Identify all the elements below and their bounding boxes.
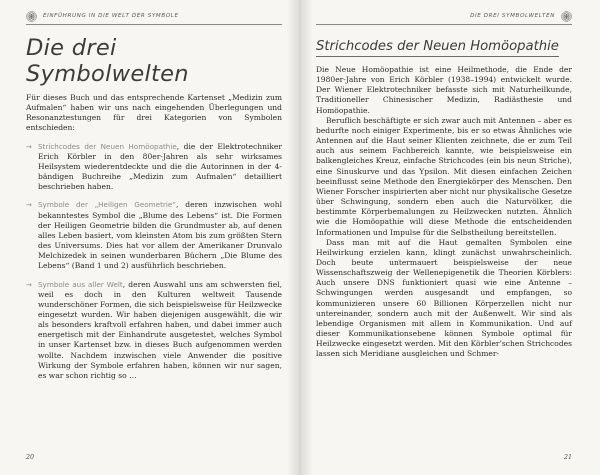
list-item-highlight: Symbole der „Heiligen Geometrie“ xyxy=(38,200,177,210)
running-head-left xyxy=(26,10,282,22)
running-head-right xyxy=(316,10,572,22)
list-item xyxy=(26,200,282,271)
arrow-right-icon: → xyxy=(26,142,32,151)
list-item-text: , die der Elektrotechniker Erich Körbler in den 80er-Jahren als sehr wirksames Heilsystem wiederentdeckte und die die Autorinnen in der 4-bändigen Buchreihe „Medizin zum Aufmalen“ detailliert beschrieben haben. xyxy=(38,141,282,192)
arrow-right-icon: → xyxy=(26,280,32,289)
running-head-right-text: DIE DREI SYMBOLWELTEN xyxy=(470,13,555,19)
arrow-right-icon: → xyxy=(26,201,32,210)
header-rule-left xyxy=(26,24,282,25)
book-gutter xyxy=(287,0,313,475)
page-title: Die drei Symbolwelten xyxy=(26,35,189,87)
right-page xyxy=(300,0,600,475)
page-number-left: 20 xyxy=(26,454,35,461)
intro-paragraph: Für dieses Buch und das entsprechende Kartenset „Medizin zum Aufmalen“ haben wir uns nach eingehenden Überlegungen und Resonanztestungen für drei Kategorien von Symbolen entschieden: xyxy=(26,93,282,133)
header-rule-right xyxy=(316,24,572,25)
list-item-text: , deren Auswahl uns am schwersten fiel, weil es doch in den Kulturen weltweit Tausende wunderschöner Formen, die sich beispielsweise für Heilzwecke eingesetzt wurden. Wir haben diejenigen ausgewählt, die wir als besonders kraftvoll erfahren haben, und dabei immer auch energetisch mit der Einhandrute ausgetestet, welches Symbol in unser Kartenset bzw. in dieses Buch aufgenommen werden wollte. Nachdem inzwischen viele Anwender die positive Wirkung der Symbole erfahren haben, können wir nur sagen, es war schon richtig so … xyxy=(38,279,283,380)
list-item-highlight: Symbole aus aller Welt xyxy=(38,279,123,289)
body-paragraph: Beruflich beschäftigte er sich zwar auch mit Antennen – aber es bedurfte noch einiger Experimente, bis er so etwas Ähnliches wie Antennen auf die Haut seiner Klienten zeichnete, die er zum Teil auch aus seinem Fachbereich kannte, wie beispielsweise ein balkengleiches Kreuz, einfache Strichcodes (ein bis neun Striche), eine Sinuskurve und das Ypsilon. Mit diesen einfachen Zeichen beeinflusst seine Methode den Energiekörper des Menschen. Den Wiener Forscher inspirierten aber nicht nur physikalische Gesetze über Schwingung, sondern eben auch die Naturvölker, die bestimmte Körperbemalungen zu Heilzwecken nutzten. Ähnlich wie die Homöopathie will diese Methode die entscheidenden Informationen und Impulse für die Selbstheilung bereitstellen. xyxy=(316,115,572,237)
flower-of-life-icon xyxy=(26,11,37,22)
body-paragraph: Die Neue Homöopathie ist eine Heilmethode, die Ende der 1980er-Jahre von Erich Körbler (1938–1994) entwickelt wurde. Der Wiener Elektrotechniker befasste sich mit Naturheilkunde, Traditioneller Chinesischer Medizin, Radiästhesie und Homöopathie. xyxy=(316,65,572,115)
list-item-text: , deren inzwischen wohl bekanntestes Symbol die „Blume des Lebens“ ist. Die Formen der Heiligen Geometrie bilden die Grundmuster ab, auf denen alles Leben basiert, vom kleinsten Atom bis zum größten Stern des Universums. Dies hat vor allem der Amerikaner Drunvalo Melchizedek in seinen wunderbaren Büchern „Die Blume des Lebens“ (Band 1 und 2) ausführlich beschrieben. xyxy=(38,200,282,271)
running-head-left-text: EINFÜHRUNG IN DIE WELT DER SYMBOLE xyxy=(43,13,179,19)
flower-of-life-icon xyxy=(561,11,572,22)
section-heading: Strichcodes der Neuen Homöopathie xyxy=(316,39,559,57)
page-number-right: 21 xyxy=(563,454,572,461)
body-paragraph: Dass man mit auf die Haut gemalten Symbolen eine Heilwirkung erzielen kann, klingt zunächst unwahrscheinlich. Doch beute untermauert beispielsweise der neue Wissenschaftszweig der Wellenepigenetik die Theorien Körblers: Auch unsere DNS funktioniert quasi wie eine Antenne – Schwingungen werden ausgesandt und empfangen, so kommunizieren unsere 60 Billionen Körperzellen nicht nur untereinander, sondern auch mit der Außenwelt. Wir sind als lebendige Organismen mit allem in Kommunikation. Und auf dieser Kommunikationsebene können Symbole optimal für Heilzwecke eingesetzt werden. Mit den Körbler’schen Strichcodes lassen sich Meridiane ausgleichen und Schmer- xyxy=(316,237,572,359)
list-item xyxy=(26,280,282,382)
list-item xyxy=(26,142,282,193)
list-item-highlight: Strichcodes der Neuen Homöopathie xyxy=(38,141,177,151)
